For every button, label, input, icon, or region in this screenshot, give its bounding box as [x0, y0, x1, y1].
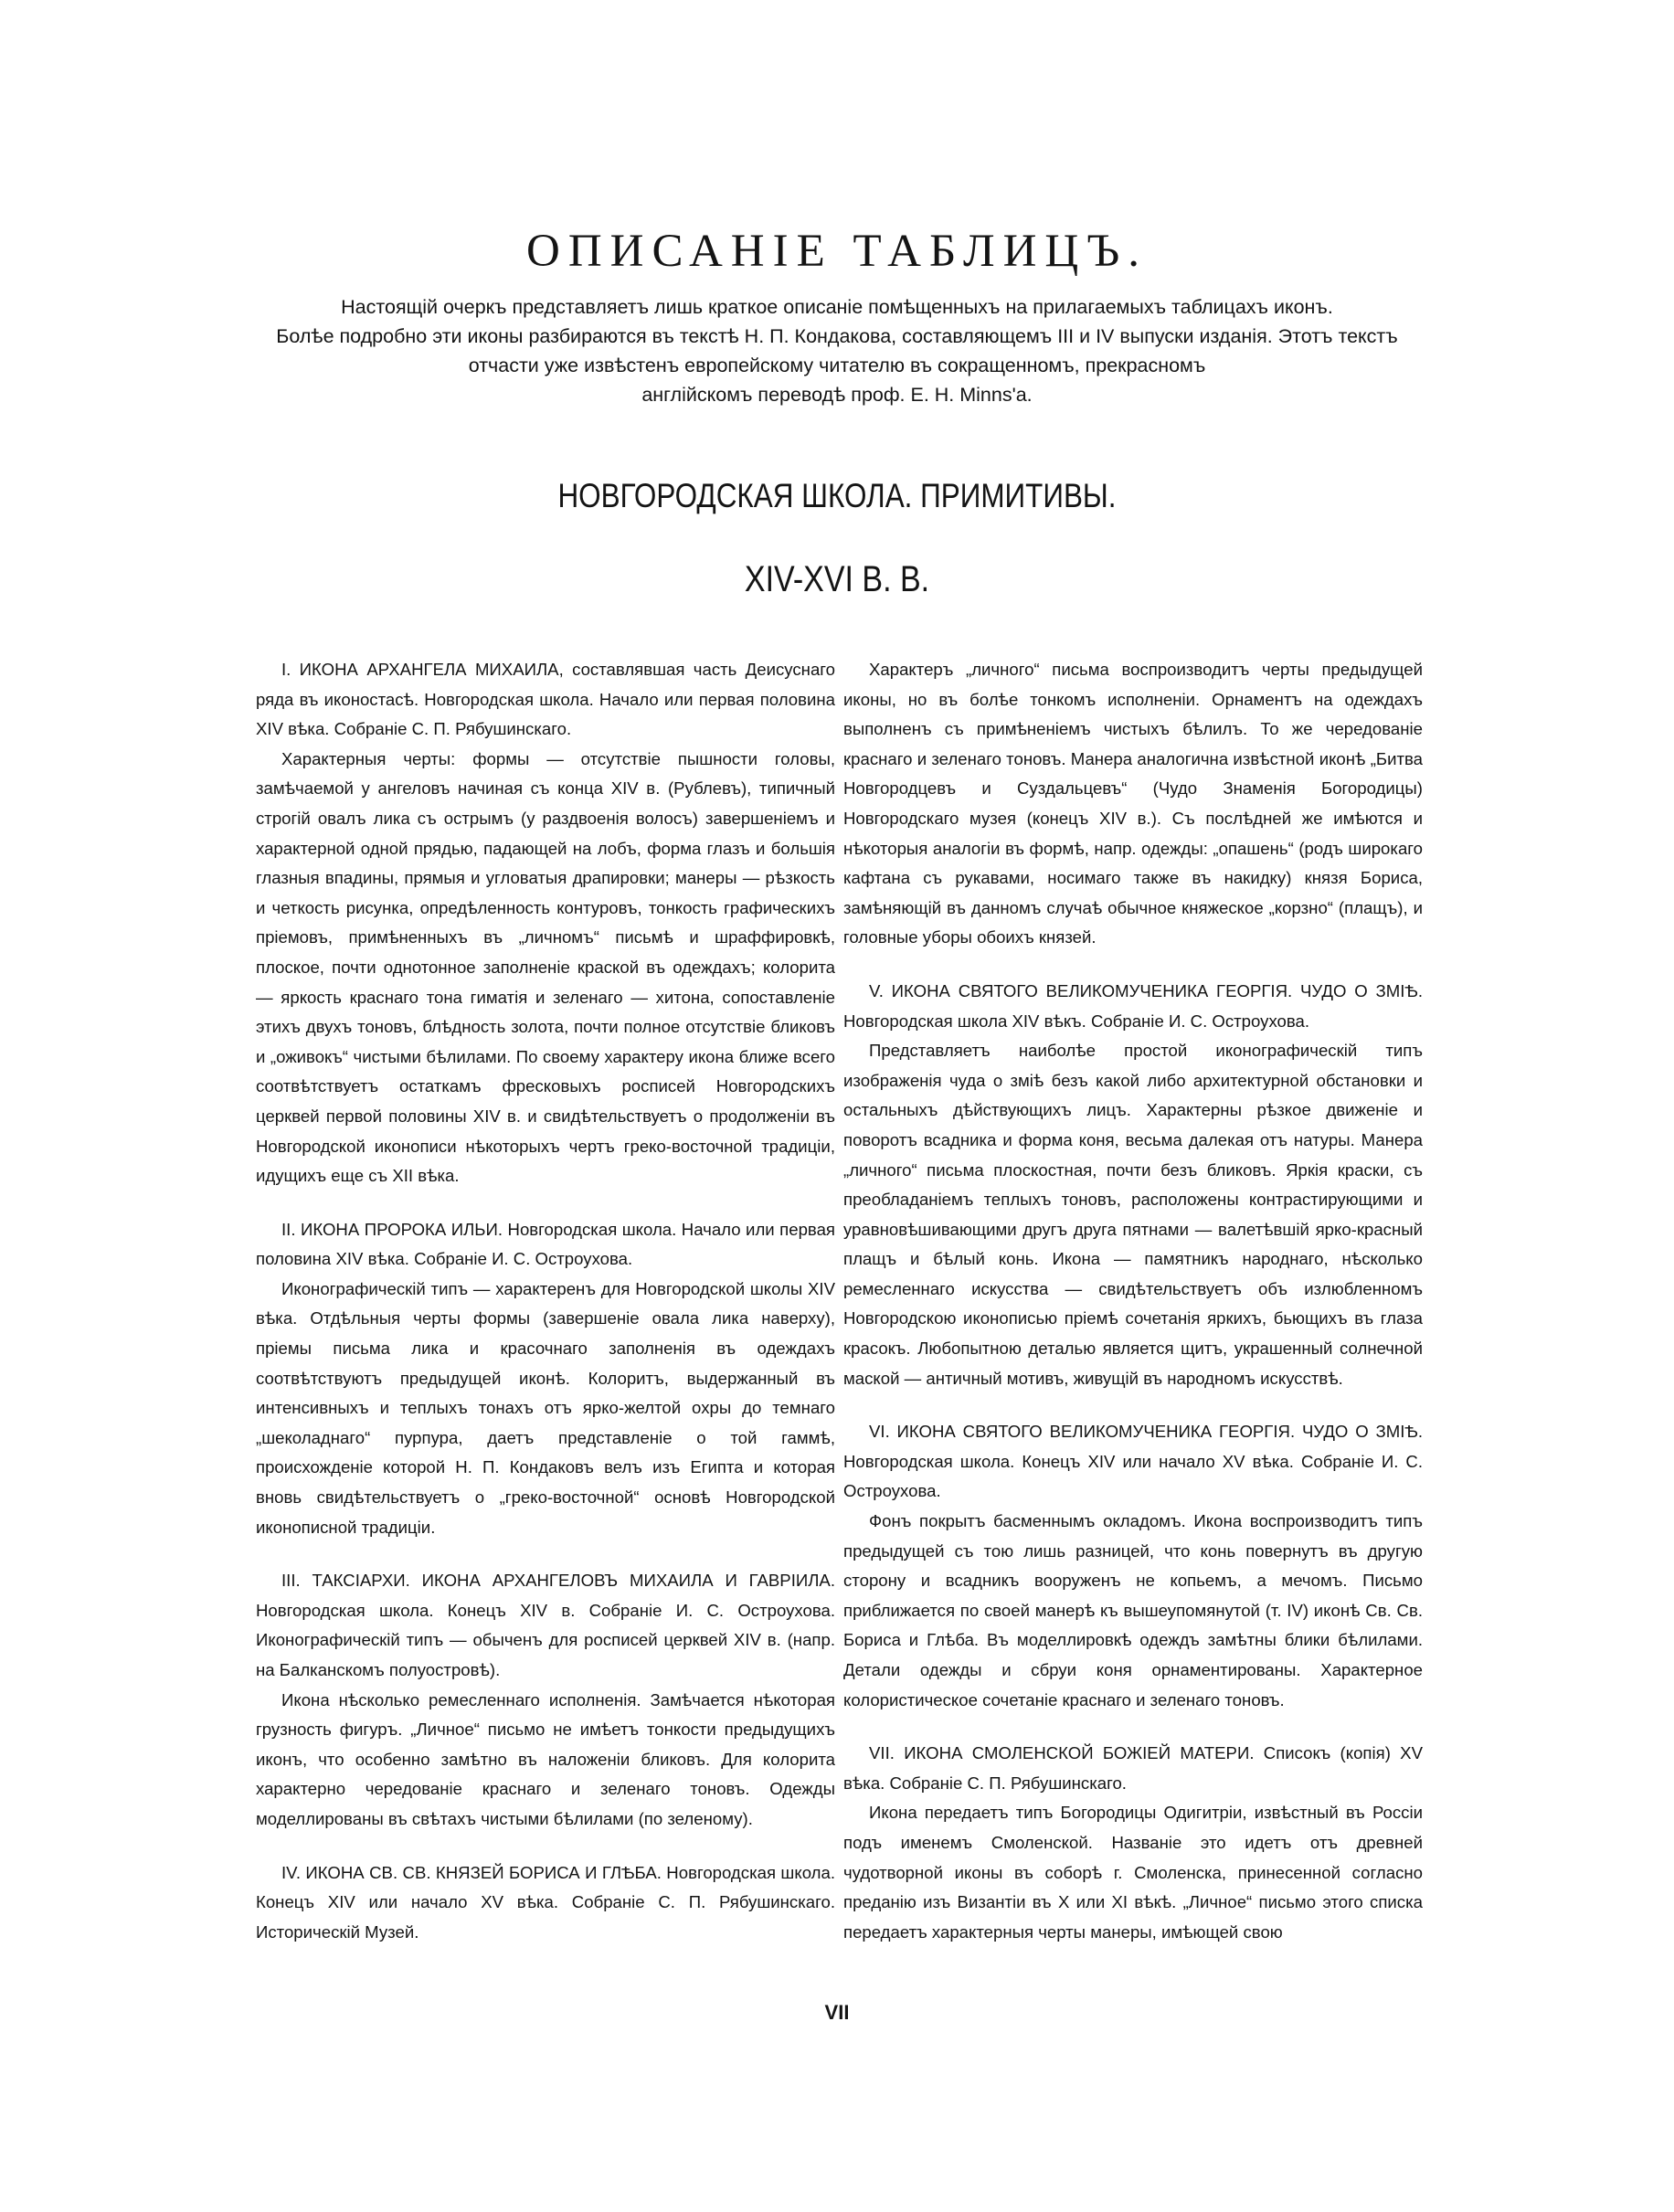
entry-vi: [843, 1417, 1423, 1715]
entry-paragraph: Характерныя черты: формы — отсутствіе пышности головы, замѣчаемой у ангеловъ начиная съ конца XIV в. (Рублевъ), типичный строгій овалъ лика съ острымъ (у раздвоенія волосъ) завершеніемъ и характерной одной прядью, падающей на лобъ, форма глазъ и большія глазныя впадины, прямыя и угловатыя драпировки; манеры — рѣзкость и четкость рисунка, опредѣленность контуровъ, тонкость графическихъ пріемовъ, примѣненныхъ въ „личномъ“ письмѣ и шраффировкѣ, плоское, почти однотонное заполненіе краской въ одеждахъ; колорита — яркость краснаго тона гиматія и зеленаго — хитона, сопоставленіе этихъ двухъ тоновъ, блѣдность золота, почти полное отсутствіе бликовъ и „оживокъ“ чистыми бѣлилами. По своему характеру икона ближе всего соотвѣтствуетъ остаткамъ фресковыхъ росписей Новгородскихъ церквей первой половины XIV в. и свидѣтельствуетъ о продолженіи въ Новгородской иконописи нѣкоторыхъ чертъ греко-восточной традиціи, идущихъ еще съ XII вѣка.: [256, 748, 835, 1186]
entry-heading: IV. ИКОНА СВ. СВ. КНЯЗЕЙ БОРИСА И ГЛѢБА. Новгородская школа. Конецъ XIV или начало XV вѣка. Собраніе С. П. Рябушинскаго. Историческій Музей.: [256, 1862, 835, 1942]
section-title: НОВГОРОДСКАЯ ШКОЛА. ПРИМИТИВЫ.: [557, 477, 1117, 514]
entry-ii: [256, 1215, 835, 1543]
century-heading: XIV-XVI В. В.: [744, 559, 930, 599]
left-column: [256, 655, 835, 1947]
entry-iv: [256, 1858, 835, 1948]
entry-heading: II. ИКОНА ПРОРОКА ИЛЬИ. Новгородская школа. Начало или первая половина XIV вѣка. Собраніе И. С. Остроухова.: [256, 1219, 835, 1269]
intro-line: Болѣе подробно эти иконы разбираются въ текстѣ Н. П. Кондакова, составляющемъ III и IV выпуски изданія. Этотъ текстъ: [276, 325, 1398, 347]
entry-heading: I. ИКОНА АРХАНГЕЛА МИХАИЛА, составлявшая часть Деисуснаго ряда въ иконостасѣ. Новгородская школа. Начало или первая половина XIV вѣка. Собраніе С. П. Рябушинскаго.: [256, 660, 835, 739]
entry-iii: [256, 1566, 835, 1834]
entry-paragraph: Иконографическій типъ — характеренъ для Новгородской школы XIV вѣка. Отдѣльныя черты формы (завершеніе овала лика наверху), пріемы письма лика и красочнаго заполненія въ одеждахъ соотвѣтствуютъ предыдущей иконѣ. Колоритъ, выдержанный въ интенсивныхъ и теплыхъ тонахъ отъ ярко-желтой охры до темнаго „шеколаднаго“ пурпура, даетъ представленіе о той гаммѣ, происхожденіе которой Н. П. Кондаковъ велъ изъ Египта и которая вновь свидѣтельствуетъ о „греко-восточной“ основѣ Новгородской иконописной традиціи.: [256, 1278, 835, 1537]
entry-i: [256, 655, 835, 1191]
intro-line: Настоящій очеркъ представляетъ лишь краткое описаніе помѣщенныхъ на прилагаемыхъ таблицахъ иконъ.: [341, 296, 1333, 318]
entry-heading: VII. ИКОНА СМОЛЕНСКОЙ БОЖІЕЙ МАТЕРИ. Списокъ (копія) XV вѣка. Собраніе С. П. Рябушинскаго.: [843, 1743, 1423, 1793]
entry-paragraph: Икона нѣсколько ремесленнаго исполненія. Замѣчается нѣкоторая грузность фигуръ. „Личное“ письмо не имѣетъ тонкости предыдущихъ иконъ, что особенно замѣтно въ наложеніи бликовъ. Для колорита характерно чередованіе краснаго и зеленаго тоновъ. Одежды моделлированы въ свѣтахъ чистыми бѣлилами (по зеленому).: [256, 1689, 835, 1828]
entry-heading: VI. ИКОНА СВЯТОГО ВЕЛИКОМУЧЕНИКА ГЕОРГІЯ. ЧУДО О ЗМІѢ. Новгородская школа. Конецъ XIV или начало XV вѣка. Собраніе И. С. Остроухова.: [843, 1422, 1423, 1501]
entry-heading: V. ИКОНА СВЯТОГО ВЕЛИКОМУЧЕНИКА ГЕОРГІЯ. ЧУДО О ЗМІѢ. Новгородская школа XIV вѣкъ. Собраніе И. С. Остроухова.: [843, 980, 1423, 1031]
entry-paragraph: Представляетъ наиболѣе простой иконографическій типъ изображенія чуда о змiѣ безъ какой либо архитектурной обстановки и остальныхъ дѣйствующихъ лицъ. Характерны рѣзкое движеніе и поворотъ всадника и форма коня, весьма далекая отъ натуры. Манера „личного“ письма плоскостная, почти безъ бликовъ. Яркія краски, съ преобладаніемъ теплыхъ тоновъ, расположены контрастирующими и уравновѣшивающими другъ друга пятнами — валетѣвшій ярко-красный плащъ и бѣлый конь. Икона — памятникъ народнаго, нѣсколько ремесленнаго искусства — свидѣтельствуетъ объ излюбленномъ Новгородскою иконописью пріемѣ сочетанія яркихъ, бьющихъ въ глаза красокъ. Любопытною деталью является щитъ, украшенный солнечной маской — античный мотивъ, живущій въ народномъ искусствѣ.: [843, 1041, 1423, 1388]
entry-heading: III. ТАКСІАРХИ. ИКОНА АРХАНГЕЛОВЪ МИХАИЛА И ГАВРІИЛА. Новгородская школа. Конецъ XIV в. Собраніе И. С. Остроухова. Иконографическій типъ — обыченъ для росписей церквей XIV в. (напр. на Балканскомъ полуостровѣ).: [256, 1571, 835, 1679]
intro-line: отчасти уже извѣстенъ европейскому читателю въ сокращенномъ, прекрасномъ: [468, 355, 1206, 376]
entry-iv-continued: [843, 655, 1423, 953]
intro-line: англійскомъ переводѣ проф. Е. Н. Minns'a.: [641, 384, 1033, 406]
page-title: ОПИСАНІЕ ТАБЛИЦЪ.: [526, 226, 1148, 277]
intro-note: [274, 292, 1400, 409]
right-column: [843, 655, 1423, 1947]
entry-paragraph: Икона передаетъ типъ Богородицы Одигитріи, извѣстный въ Россіи подъ именемъ Смоленской. Названіе это идетъ отъ древней чудотворной иконы въ соборѣ г. Смоленска, принесенной согласно преданію изъ Византіи въ X или XI вѣкѣ. „Личное“ письмо этого списка передаетъ характерныя черты манеры, имѣющей свою: [843, 1803, 1423, 1942]
entry-paragraph: Характеръ „личного“ письма воспроизводитъ черты предыдущей иконы, но въ болѣе тонкомъ исполненіи. Орнаментъ на одеждахъ выполненъ съ примѣненіемъ чистыхъ бѣлилъ. То же чередованіе краснаго и зеленаго тоновъ. Манера аналогична извѣстной иконѣ „Битва Новгородцевъ и Суздальцевъ“ (Чудо Знаменія Богородицы) Новгородскаго музея (конецъ XIV в.). Съ послѣдней же имѣются и нѣкоторыя аналогіи въ формѣ, напр. одежды: „опашень“ (родъ широкаго кафтана съ рукавами, носимаго также въ накидку) князя Бориса, замѣняющій въ данномъ случаѣ обычное княжеское „корзно“ (плащъ), и головные уборы обоихъ князей.: [843, 660, 1423, 947]
entry-vii: [843, 1739, 1423, 1947]
entry-paragraph: Фонъ покрытъ басменнымъ окладомъ. Икона воспроизводитъ типъ предыдущей съ тою лишь разницей, что конь повернутъ въ другую сторону и всадникъ вооруженъ не копьемъ, а мечомъ. Письмо приближается по своей манерѣ къ вышеупомянутой (т. IV) иконѣ Св. Св. Бориса и Глѣба. Въ моделлировкѣ одеждъ замѣтны блики бѣлилами. Детали одежды и сбруи коня орнаментированы. Характерное колористическое сочетаніе краснаго и зеленаго тоновъ.: [843, 1511, 1423, 1709]
entry-v: [843, 977, 1423, 1393]
page-number: VII: [824, 2001, 850, 2024]
